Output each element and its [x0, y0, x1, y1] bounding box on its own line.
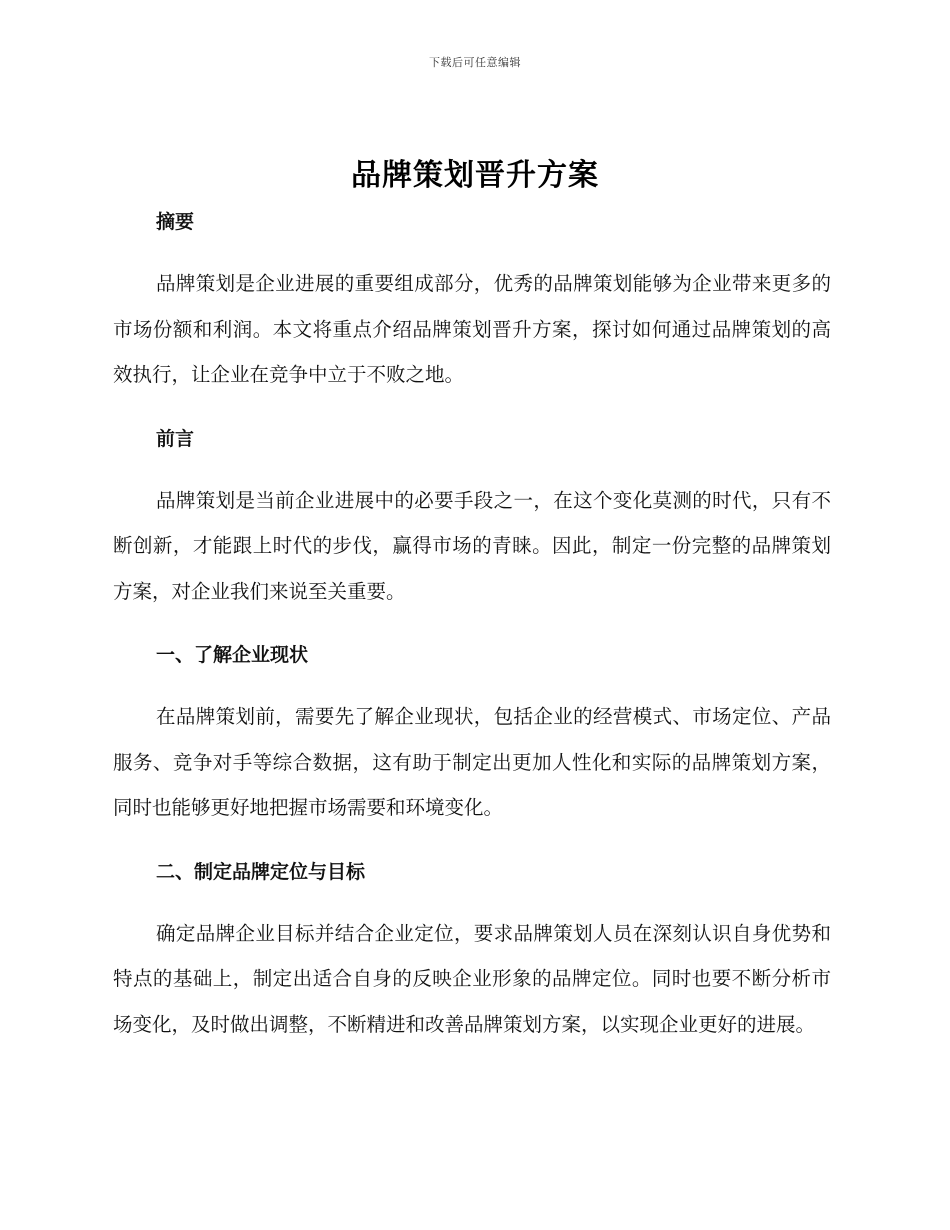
- header-note: 下载后可任意编辑: [429, 56, 521, 69]
- document-content: [113, 205, 831, 1071]
- section-paragraph: 品牌策划是当前企业进展中的必要手段之一，在这个变化莫测的时代，只有不断创新，才能跟上时代的步伐，赢得市场的青睐。因此，制定一份完整的品牌策划方案，对企业我们来说至关重要。: [113, 488, 831, 603]
- document-title: 品牌策划晋升方案: [351, 158, 599, 193]
- section-company-status: [113, 638, 831, 831]
- section-brand-positioning: [113, 855, 831, 1048]
- section-heading: 二、制定品牌定位与目标: [156, 860, 366, 883]
- section-paragraph: 品牌策划是企业进展的重要组成部分，优秀的品牌策划能够为企业带来更多的市场份额和利润。本文将重点介绍品牌策划晋升方案，探讨如何通过品牌策划的高效执行，让企业在竞争中立于不败之地。: [113, 272, 831, 386]
- section-paragraph: 在品牌策划前，需要先了解企业现状，包括企业的经营模式、市场定位、产品服务、竞争对手等综合数据，这有助于制定出更加人性化和实际的品牌策划方案，同时也能够更好地把握市场需要和环境变化。: [113, 705, 831, 819]
- section-heading: 摘要: [156, 211, 195, 233]
- section-abstract: [113, 205, 831, 398]
- section-heading: 前言: [156, 427, 195, 450]
- section-paragraph: 确定品牌企业目标并结合企业定位，要求品牌策划人员在深刻认识自身优势和特点的基础上，制定出适合自身的反映企业形象的品牌定位。同时也要不断分析市场变化，及时做出调整，不断精进和改善品牌策划方案，以实现企业更好的进展。: [113, 921, 831, 1036]
- section-preface: [113, 422, 831, 615]
- section-heading: 一、了解企业现状: [156, 644, 309, 666]
